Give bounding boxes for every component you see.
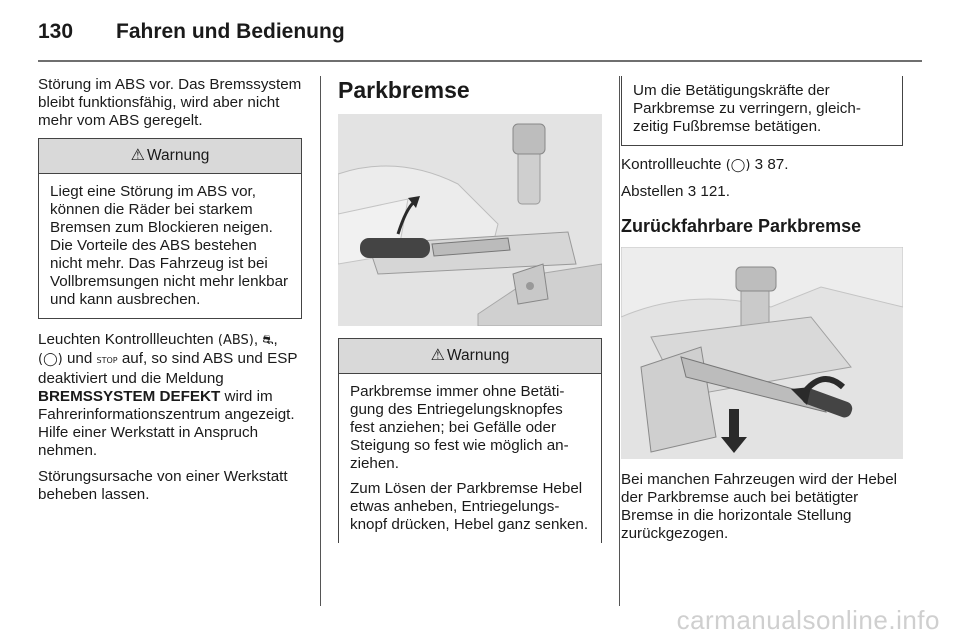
page-header-title: Fahren und Bedienung (116, 20, 345, 43)
cause-text: Störungsursache von einer Werkstatt beheben lassen. (38, 468, 288, 503)
parkbremse-heading: Parkbremse (338, 77, 470, 103)
warning-body (39, 174, 301, 318)
warning-title: Warnung (147, 147, 210, 164)
abstellen-label: Abstellen (621, 183, 684, 200)
column-2 (338, 76, 602, 555)
closing-text: Bei manchen Fahrzeugen wird der Hebel der Parkbremse auch bei betätigter Bremse in die horizontale Stellung zurückgezogen. (621, 471, 898, 542)
und-text: und (66, 350, 93, 367)
warning-lights-paragraph: Leuchten Kontrollleuchten (ABS), ⛐, (◯) und STOP auf, so sind ABS und ESP deaktiviert und die Meldung BREMSSYSTEM DEFEKT wird im Fahrerinformationszentrum angezeigt. Hilfe einer Werkstatt in Anspruch nehmen. (38, 331, 298, 459)
kontrollleuchte-ref (621, 156, 903, 175)
abs-icon: (ABS) (217, 333, 254, 348)
retractable-brake-illustration (621, 247, 903, 459)
warning-body (622, 76, 902, 145)
kontrollleuchte-label: Kontrollleuchte (621, 156, 722, 173)
message-text: BREMSSYSTEM DEFEKT (38, 388, 221, 405)
column-3 (621, 76, 903, 551)
watermark: carmanualsonline.info (676, 605, 940, 635)
warning-header (39, 139, 301, 174)
esp-icon: ⛐ (262, 333, 274, 348)
column-divider (619, 76, 620, 606)
warning-header (339, 339, 601, 374)
parkbremse-warning-box (338, 338, 602, 543)
page-number: 130 (38, 20, 74, 43)
continued-warning-box (621, 76, 903, 146)
stop-icon: STOP (96, 356, 118, 365)
column-divider (320, 76, 321, 606)
page-ref: 87. (767, 156, 789, 173)
parking-brake-illustration (338, 114, 602, 326)
brake-warning-icon: (◯) (38, 352, 63, 367)
warning-triangle-icon: ⚠ (130, 147, 145, 164)
header-rule (38, 60, 922, 62)
retractable-brake-heading: Zurückfahrbare Parkbremse (621, 216, 862, 236)
warning-triangle-icon: ⚠ (430, 347, 445, 364)
lights-text-2: auf, so sind ABS und ESP deaktiviert und die Meldung (38, 350, 298, 387)
page-ref-arrow-icon: 3 (754, 156, 764, 173)
warning-text: Um die Betätigungskräfte der Parkbremse zu verringern, gleichzeitig Fußbremse betätigen. (633, 82, 861, 135)
page-ref-arrow-icon: 3 (687, 183, 697, 200)
lights-text-1: Leuchten Kontrollleuchten (38, 331, 214, 348)
warning-title: Warnung (447, 347, 510, 364)
page-ref: 121. (700, 183, 730, 200)
warning-body (339, 374, 601, 543)
column-1 (38, 76, 302, 512)
abstellen-ref (621, 183, 903, 201)
warning-text: Liegt eine Störung im ABS vor, können die Räder bei starkem Bremsen zum Blockieren neigen. Die Vorteile des ABS bestehen nicht mehr. Das Fahrzeug ist bei Vollbremsungen nicht mehr lenkbar und kann ausbrechen. (50, 183, 289, 308)
abs-warning-box (38, 138, 302, 319)
lights-text-3: wird im Fahrerinformationszentrum angezeigt. Hilfe einer Werkstatt in Anspruch nehmen. (38, 388, 295, 459)
brake-warning-icon: (◯) (725, 158, 751, 173)
warning-text: Zum Lösen der Parkbremse Hebel etwas anheben, Entriegelungsknopf drücken, Hebel ganz senken. (350, 480, 589, 533)
warning-text: Parkbremse immer ohne Betätigung des Entriegelungsknopfes fest anziehen; bei Gefälle oder Steigung so fest wie möglich anziehen. (350, 383, 569, 472)
abs-intro-text: Störung im ABS vor. Das Bremssystem bleibt funktionsfähig, wird aber nicht mehr vom ABS geregelt. (38, 76, 302, 129)
